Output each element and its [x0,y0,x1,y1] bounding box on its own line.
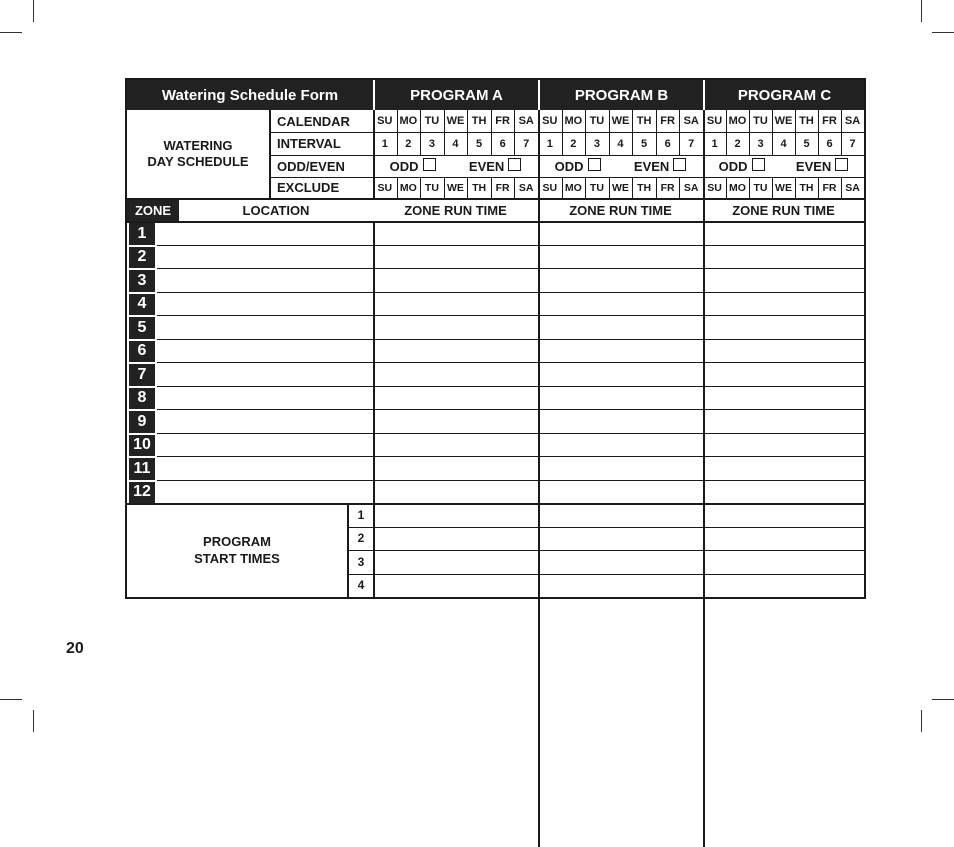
page-number: 20 [66,640,84,657]
zone-run-time-field[interactable] [538,221,703,245]
day-divider [749,132,750,155]
interval-cell[interactable]: 4 [780,137,787,150]
crop-mark [33,0,34,22]
interval-cell[interactable]: 5 [803,137,810,150]
day-divider [656,110,657,132]
start-time-field[interactable] [373,503,538,527]
interval-cell[interactable]: 2 [570,137,577,150]
exclude-day-cell[interactable]: WE [612,181,629,194]
zone-run-time-field[interactable] [373,409,538,433]
interval-cell[interactable]: 7 [849,137,856,150]
interval-cell[interactable]: 7 [688,137,695,150]
calendar-day-cell[interactable]: MO [399,115,418,127]
zone-run-time-field[interactable] [703,456,864,480]
zone-run-time-field[interactable] [703,292,864,316]
day-divider [562,132,563,155]
zone-location-field[interactable] [157,456,373,480]
day-divider [679,177,680,198]
day-divider [467,110,468,132]
start-row-line [349,574,864,575]
zone-number: 11 [129,458,155,480]
zone-run-time-field[interactable] [703,386,864,410]
form-title: Watering Schedule Form [127,80,373,110]
odd-checkbox[interactable] [588,158,601,171]
zone-run-time-field[interactable] [373,386,538,410]
exclude-day-cell[interactable]: TU [753,181,768,194]
even-label: EVEN [468,159,505,174]
day-divider [795,177,796,198]
start-time-field[interactable] [538,550,703,574]
zone-run-time-field[interactable] [373,433,538,457]
start-time-field[interactable] [538,527,703,551]
zone-run-time-field[interactable] [373,480,538,504]
exclude-day-cell[interactable]: WE [775,181,792,194]
day-divider [772,132,773,155]
zone-run-time-field[interactable] [373,292,538,316]
exclude-day-cell[interactable]: SA [683,181,699,194]
calendar-day-cell[interactable]: WE [446,115,465,127]
start-time-field[interactable] [538,503,703,527]
zone-run-time-field[interactable] [703,480,864,504]
odd-label: ODD [554,159,584,174]
even-label: EVEN [795,159,832,174]
zone-location-field[interactable] [157,362,373,386]
crop-mark [932,699,954,700]
even-checkbox[interactable] [835,158,848,171]
zone-location-field[interactable] [157,245,373,269]
day-divider [562,110,563,132]
zone-run-time-field[interactable] [703,362,864,386]
watering-label-line: DAY SCHEDULE [147,154,249,169]
zone-row-line [157,339,864,340]
calendar-day-cell[interactable]: TH [471,115,487,127]
zone-location-field[interactable] [157,315,373,339]
start-time-field[interactable] [373,527,538,551]
zone-number: 6 [129,341,155,363]
exclude-day-cell[interactable]: SU [377,181,393,194]
zone-run-time-field[interactable] [538,456,703,480]
header-divider [703,80,705,110]
exclude-day-cell[interactable]: SU [707,181,722,194]
even-checkbox[interactable] [673,158,686,171]
zone-location-field[interactable] [157,268,373,292]
zone-run-time-field[interactable] [703,339,864,363]
exclude-day-cell[interactable]: SA [845,181,860,194]
interval-cell[interactable]: 5 [476,137,483,150]
odd-option[interactable] [555,158,601,174]
exclude-day-cell[interactable]: FR [660,181,675,194]
calendar-day-cell[interactable]: TH [636,115,652,127]
start-time-field[interactable] [703,550,864,574]
day-divider [467,177,468,198]
calendar-day-cell[interactable]: TU [424,115,440,127]
interval-cell[interactable]: 6 [826,137,833,150]
row-label-odd_even: ODD/EVEN [277,158,345,174]
start-row-line [349,527,864,528]
zone-run-time-field[interactable] [703,409,864,433]
interval-cell[interactable]: 3 [428,137,435,150]
interval-cell[interactable]: 4 [617,137,624,150]
day-divider [444,132,445,155]
calendar-day-cell[interactable]: FR [495,115,510,127]
day-divider [632,132,633,155]
day-divider [749,177,750,198]
exclude-day-cell[interactable]: SU [542,181,558,194]
day-divider [656,177,657,198]
odd-label: ODD [718,159,748,174]
zone-row-line [157,362,864,363]
calendar-day-cell[interactable]: WE [611,115,630,127]
start-time-field[interactable] [703,503,864,527]
day-divider [397,110,398,132]
zone-run-time-field[interactable] [373,339,538,363]
day-divider [726,132,727,155]
interval-cell[interactable]: 3 [593,137,600,150]
day-divider [841,177,842,198]
exclude-day-cell[interactable]: SA [518,181,534,194]
crop-mark [932,32,954,33]
day-divider [514,110,515,132]
day-divider [818,110,819,132]
zone-run-time-field[interactable] [538,245,703,269]
zone-number: 1 [129,223,155,245]
exclude-day-cell[interactable]: MO [564,181,582,194]
day-divider [467,132,468,155]
start-time-number: 4 [357,578,365,593]
row-label-exclude: EXCLUDE [277,180,340,195]
odd-even-row [703,155,864,177]
zone-run-time-field[interactable] [703,315,864,339]
day-divider [609,110,610,132]
zone-row-line [157,268,864,269]
interval-cell[interactable]: 6 [499,137,506,150]
start-time-field[interactable] [538,574,703,598]
start-num-divider [373,503,375,597]
zone-run-time-header: ZONE RUN TIME [569,203,672,218]
day-divider [397,177,398,198]
zone-row-line [157,292,864,293]
odd-checkbox[interactable] [752,158,765,171]
zone-location-field[interactable] [157,409,373,433]
day-divider [632,110,633,132]
day-divider [444,110,445,132]
zone-run-time-field[interactable] [538,315,703,339]
exclude-day-cell[interactable]: TH [472,181,487,194]
crop-mark [0,32,22,33]
zone-number: 2 [129,247,155,269]
start-row-line [349,550,864,551]
zone-row-line [157,480,864,481]
start-time-number: 3 [357,554,365,569]
zone-row-line [157,386,864,387]
interval-cell[interactable]: 2 [734,137,741,150]
day-divider [420,110,421,132]
location-header: LOCATION [242,203,310,218]
zone-location-field[interactable] [157,386,373,410]
exclude-day-cell[interactable]: TH [799,181,814,194]
day-divider [514,177,515,198]
interval-cell[interactable]: 1 [381,137,388,150]
day-divider [444,177,445,198]
day-divider [772,177,773,198]
calendar-day-cell[interactable]: WE [774,115,793,127]
zone-run-time-field[interactable] [703,221,864,245]
calendar-day-cell[interactable]: SA [518,115,534,127]
interval-cell[interactable]: 1 [711,137,718,150]
odd-even-row [373,155,538,177]
exclude-day-cell[interactable]: TH [637,181,652,194]
day-divider [609,132,610,155]
exclude-day-cell[interactable]: FR [495,181,510,194]
crop-mark [33,710,34,732]
exclude-day-cell[interactable]: TU [589,181,604,194]
calendar-day-cell[interactable]: SU [542,115,558,127]
day-divider [632,177,633,198]
zone-number: 7 [129,364,155,386]
zone-row-line [157,315,864,316]
interval-cell[interactable]: 4 [452,137,459,150]
row-label-calendar: CALENDAR [277,113,350,129]
zone-run-time-field[interactable] [538,409,703,433]
zone-run-time-field[interactable] [538,292,703,316]
calendar-day-cell[interactable]: SU [706,115,723,127]
day-divider [841,132,842,155]
zone-run-time-field[interactable] [373,315,538,339]
even-option[interactable] [796,158,848,174]
zone-run-time-field[interactable] [538,386,703,410]
interval-cell[interactable]: 7 [523,137,530,150]
zone-number: 4 [129,294,155,316]
zone-location-field[interactable] [157,221,373,245]
calendar-day-cell[interactable]: SA [683,115,699,127]
program-header: PROGRAM A [375,80,538,110]
zone-run-time-field[interactable] [373,456,538,480]
interval-cell[interactable]: 2 [405,137,412,150]
zone-run-time-field[interactable] [703,245,864,269]
day-divider [491,177,492,198]
zone-run-time-field[interactable] [373,245,538,269]
zone-row-line [157,409,864,410]
odd-option[interactable] [390,158,436,174]
even-option[interactable] [634,158,686,174]
interval-cell[interactable]: 1 [546,137,553,150]
day-divider [491,110,492,132]
calendar-day-cell[interactable]: SU [377,115,393,127]
day-divider [514,132,515,155]
day-divider [795,110,796,132]
crop-mark [921,0,922,22]
day-divider [772,110,773,132]
header-divider [538,80,540,110]
watering-schedule-form [125,78,866,599]
day-divider [749,110,750,132]
crop-mark [921,710,922,732]
day-divider [491,132,492,155]
even-option[interactable] [469,158,521,174]
even-label: EVEN [633,159,670,174]
program-start-times-label [127,503,347,597]
zone-location-field[interactable] [157,433,373,457]
day-divider [818,132,819,155]
zone-row-line [157,433,864,434]
zone-number: 12 [129,482,155,504]
zone-row-line [157,456,864,457]
calendar-day-cell[interactable]: FR [822,115,837,127]
zone-run-time-header: ZONE RUN TIME [404,203,507,218]
zone-location-field[interactable] [157,339,373,363]
exclude-day-cell[interactable]: MO [729,181,746,194]
zone-number: 10 [129,435,155,457]
day-divider [818,177,819,198]
exclude-day-cell[interactable]: TU [424,181,439,194]
zone-run-time-field[interactable] [373,362,538,386]
day-divider [585,177,586,198]
start-time-number: 1 [357,507,365,522]
program-header: PROGRAM B [540,80,703,110]
calendar-day-cell[interactable]: TH [799,115,814,127]
zone-run-time-field[interactable] [538,362,703,386]
zone-header: ZONE [127,200,179,221]
odd-even-row [538,155,703,177]
header-divider [373,80,375,110]
zone-run-time-field[interactable] [703,268,864,292]
exclude-day-cell[interactable]: WE [447,181,464,194]
day-divider [585,132,586,155]
day-divider [679,132,680,155]
watering-label-line: WATERING [163,138,233,153]
zone-run-time-field[interactable] [538,339,703,363]
start-time-field[interactable] [373,574,538,598]
day-divider [656,132,657,155]
interval-cell[interactable]: 6 [664,137,671,150]
calendar-day-cell[interactable]: MO [564,115,583,127]
calendar-day-cell[interactable]: MO [728,115,747,127]
start-times-line: START TIMES [194,551,280,566]
zone-row-line [157,245,864,246]
day-divider [795,132,796,155]
day-divider [841,110,842,132]
crop-mark [0,699,22,700]
start-time-number: 2 [357,531,365,546]
zone-run-time-field[interactable] [703,433,864,457]
even-checkbox[interactable] [508,158,521,171]
watering-day-schedule-label [127,110,269,198]
interval-cell[interactable]: 5 [641,137,648,150]
start-time-field[interactable] [373,550,538,574]
interval-cell[interactable]: 3 [757,137,764,150]
day-divider [609,177,610,198]
day-divider [397,132,398,155]
row-label-interval: INTERVAL [277,136,341,151]
zone-number: 3 [129,270,155,292]
day-divider [726,110,727,132]
odd-option[interactable] [719,158,765,174]
zone-run-time-header: ZONE RUN TIME [732,203,835,218]
day-divider [679,110,680,132]
odd-checkbox[interactable] [423,158,436,171]
zone-run-time-field[interactable] [538,268,703,292]
day-divider [585,110,586,132]
day-divider [562,177,563,198]
start-times-line: PROGRAM [203,534,271,549]
odd-label: ODD [389,159,419,174]
zone-number: 5 [129,317,155,339]
calendar-day-cell[interactable]: TU [589,115,605,127]
exclude-day-cell[interactable]: FR [822,181,837,194]
exclude-day-cell[interactable]: MO [399,181,417,194]
zone-run-time-field[interactable] [538,433,703,457]
start-time-field[interactable] [703,527,864,551]
day-divider [726,177,727,198]
day-divider [420,132,421,155]
day-divider [420,177,421,198]
calendar-day-cell[interactable]: TU [753,115,768,127]
location-divider [373,221,375,503]
zone-location-field[interactable] [157,292,373,316]
zone-number: 9 [129,411,155,433]
calendar-day-cell[interactable]: FR [660,115,675,127]
zone-location-field[interactable] [157,480,373,504]
grid-line [269,110,271,198]
zone-run-time-field[interactable] [373,221,538,245]
start-time-field[interactable] [703,574,864,598]
zone-run-time-field[interactable] [538,480,703,504]
program-header: PROGRAM C [705,80,864,110]
calendar-day-cell[interactable]: SA [844,115,861,127]
zone-number: 8 [129,388,155,410]
zone-run-time-field[interactable] [373,268,538,292]
